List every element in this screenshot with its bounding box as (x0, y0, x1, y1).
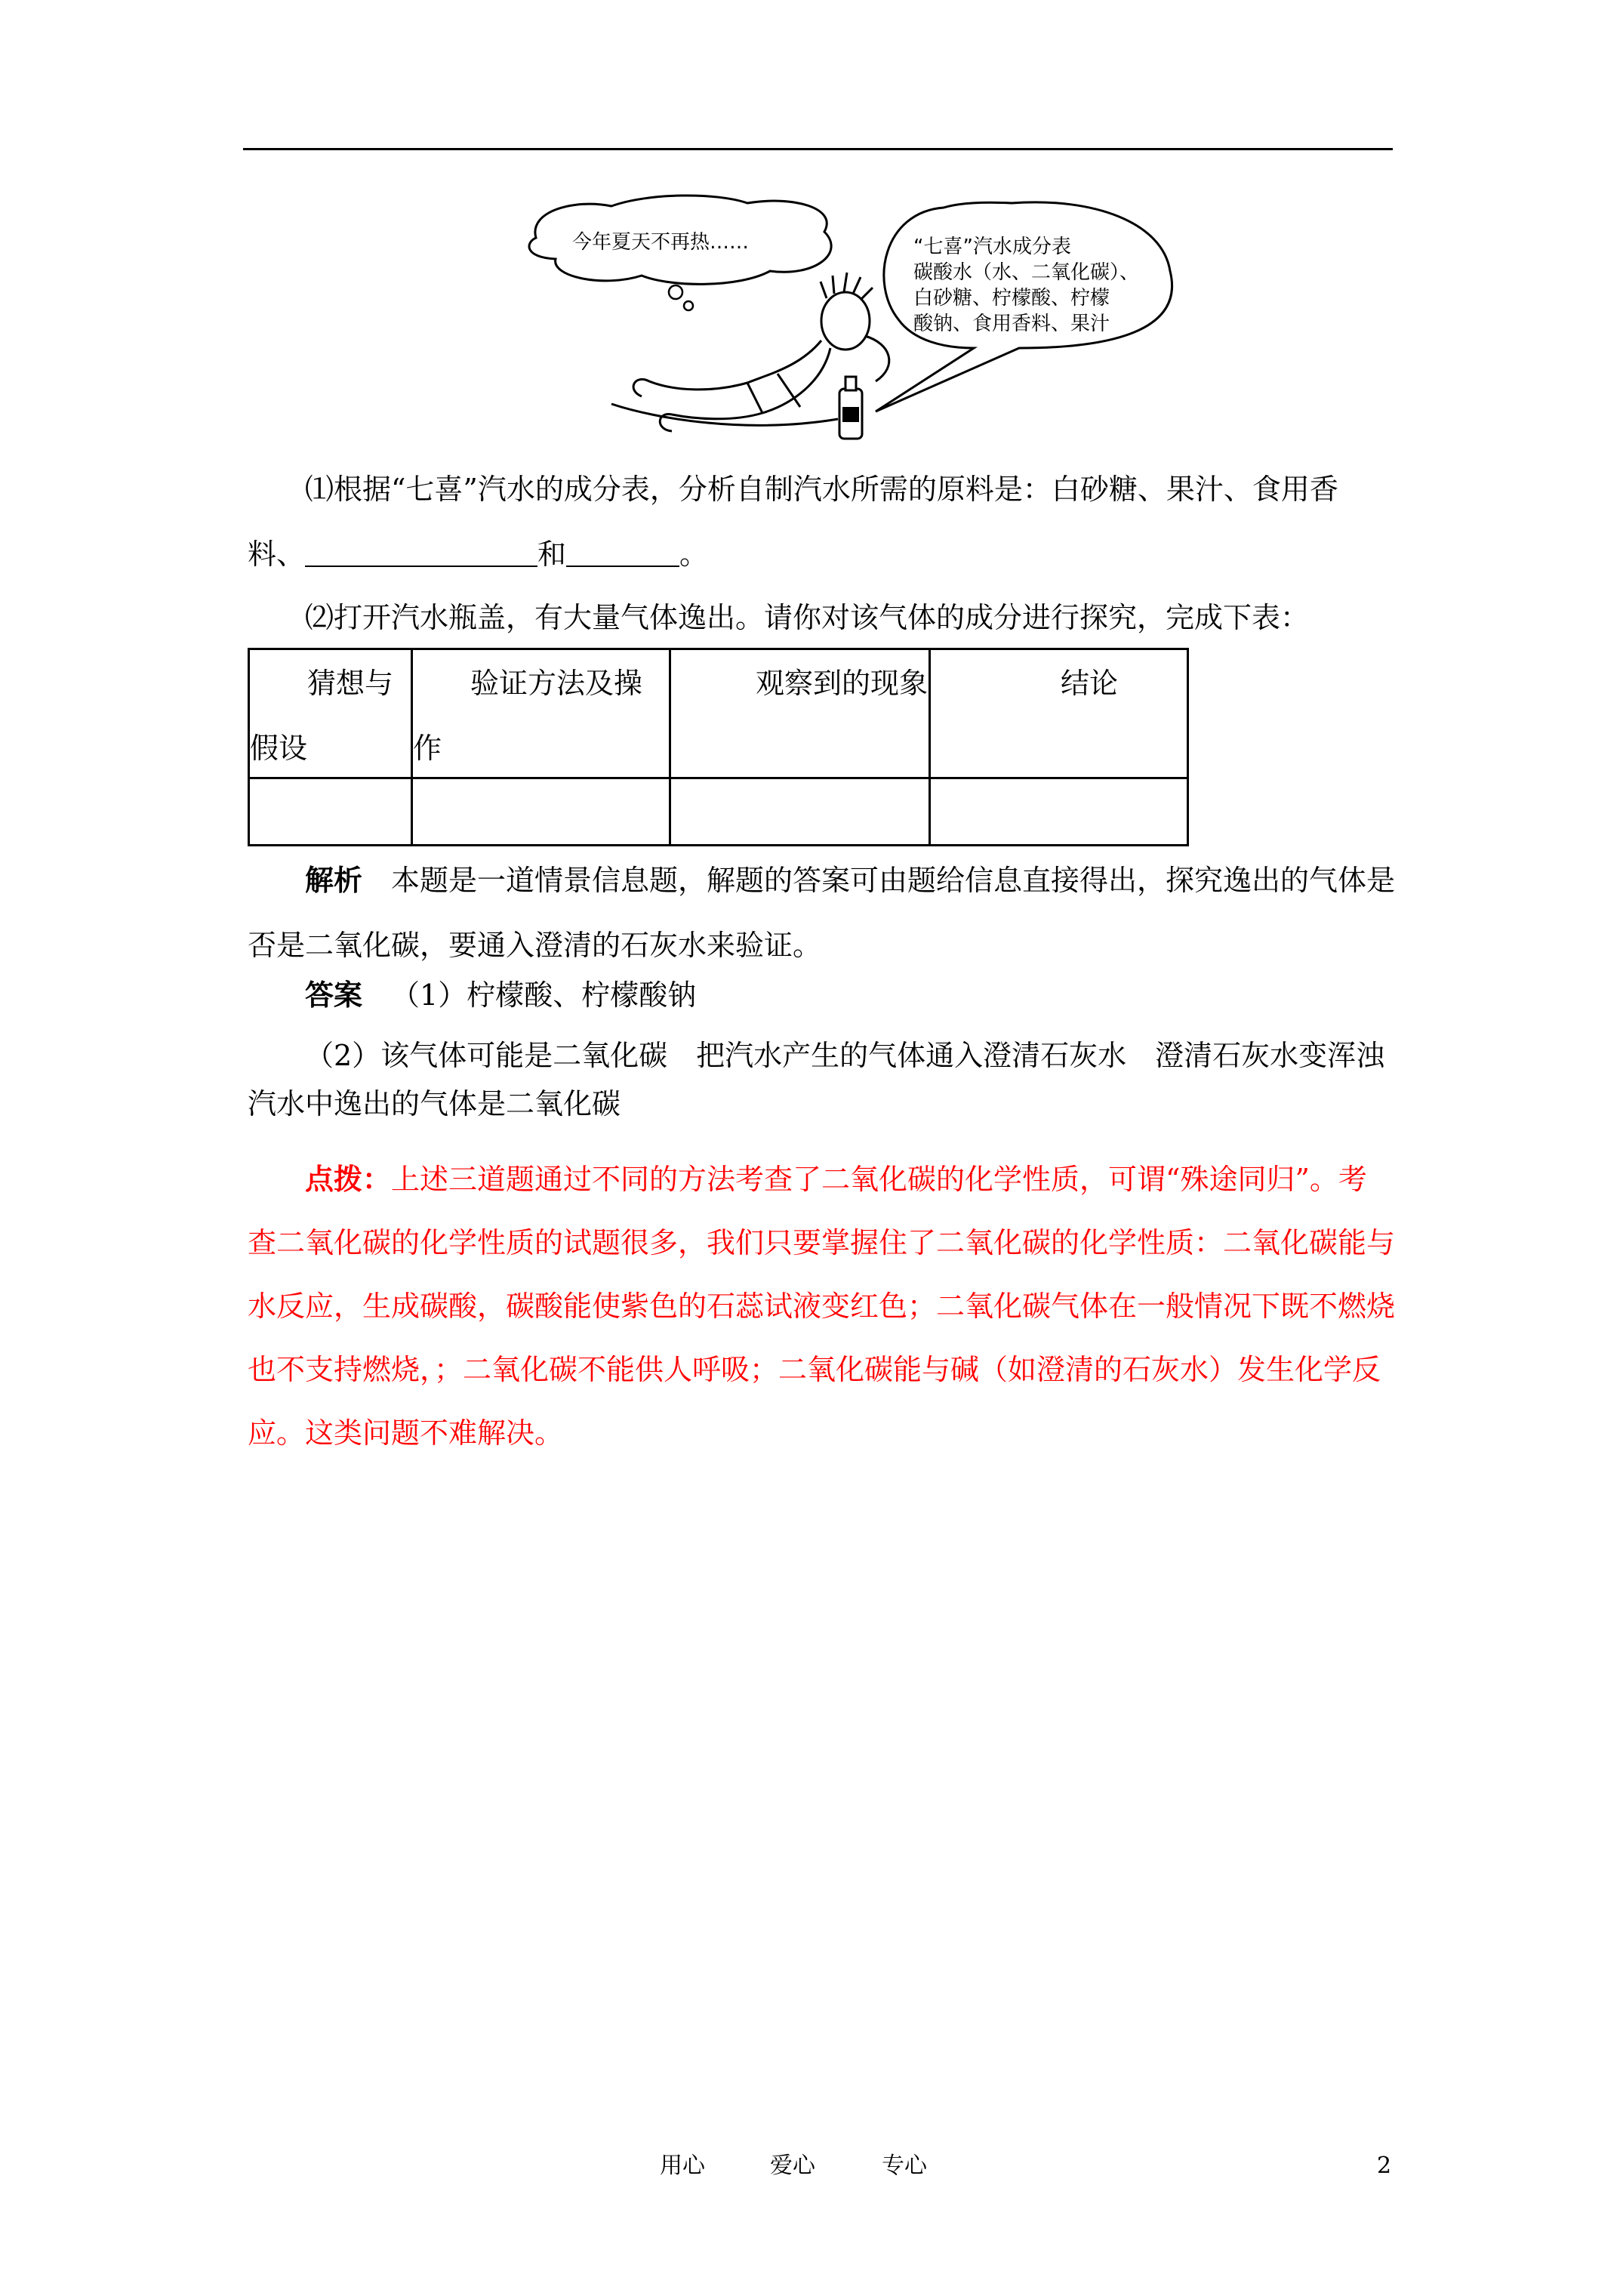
ingredient-line-3: 酸钠、食用香料、果汁 (913, 313, 1110, 335)
tip-label: 点拨： (305, 1162, 392, 1196)
answer-blank-2[interactable] (566, 540, 679, 567)
question-1-line-1: ⑴根据“七喜”汽水的成分表，分析自制汽水所需的原料是：白砂糖、果汁、食用香 (305, 473, 1338, 506)
q1-prefix: 料、 (248, 538, 306, 571)
analysis-line-1 (305, 864, 1395, 897)
answer-line-3: 汽水中逸出的气体是二氧化碳 (248, 1087, 621, 1120)
analysis-text-1: 本题是一道情景信息题，解题的答案可由题给信息直接得出，探究逸出的气体是 (391, 864, 1396, 897)
q1-end: 。 (679, 538, 709, 571)
analysis-line-2: 否是二氧化碳，要通入澄清的石灰水来验证。 (248, 929, 822, 962)
answer-line-2: （2）该气体可能是二氧化碳 把汽水产生的气体通入澄清石灰水 澄清石灰水变浑浊 (305, 1039, 1385, 1072)
question-2: ⑵打开汽水瓶盖，有大量气体逸出。请你对该气体的成分进行探究，完成下表： (305, 601, 1310, 634)
tip-line-3: 水反应，生成碳酸，碳酸能使紫色的石蕊试液变红色；二氧化碳气体在一般情况下既不燃烧 (248, 1290, 1396, 1323)
ingredient-table-title: “七喜”汽水成分表 (913, 236, 1071, 258)
answer-line-1 (305, 978, 696, 1012)
header-hypothesis: 猜想与 假设 (249, 649, 412, 778)
tip-text-1: 上述三道题通过不同的方法考查了二氧化碳的化学性质，可谓“殊途同归”。考 (391, 1163, 1367, 1196)
table-header-row (249, 649, 1188, 778)
tip-line-5: 应。这类问题不难解决。 (248, 1416, 564, 1450)
analysis-label: 解析 (305, 863, 363, 897)
ingredient-line-2: 白砂糖、柠檬酸、柠檬 (913, 287, 1110, 310)
footer-motto-2: 爱心 (770, 2153, 815, 2179)
cartoon-figure (521, 193, 1185, 449)
soda-bottle-drawing (839, 377, 862, 439)
answer-cell-observation[interactable] (670, 778, 930, 846)
answer-cell-conclusion[interactable] (930, 778, 1188, 846)
answer-cell-method[interactable] (412, 778, 670, 846)
answer-blank-1[interactable] (305, 540, 537, 567)
header-method: 验证方法及操 作 (412, 649, 670, 778)
answer-label: 答案 (305, 978, 363, 1012)
footer-motto-3: 专心 (882, 2153, 927, 2179)
table-answer-row (249, 778, 1188, 846)
footer-motto-1: 用心 (660, 2153, 705, 2179)
tip-line-1 (305, 1163, 1367, 1196)
header-conclusion: 结论 (930, 649, 1188, 778)
qixi-soda-illustration (521, 193, 1185, 449)
answer-cell-hypothesis[interactable] (249, 778, 412, 846)
question-1-line-2 (248, 538, 708, 571)
header-rule (243, 148, 1393, 150)
tip-line-2: 查二氧化碳的化学性质的试题很多，我们只要掌握住了二氧化碳的化学性质：二氧化碳能与 (248, 1226, 1396, 1259)
header-observation: 观察到的现象 (670, 649, 930, 778)
inquiry-table (248, 648, 1189, 846)
tip-line-4: 也不支持燃烧，；二氧化碳不能供人呼吸；二氧化碳能与碱（如澄清的石灰水）发生化学反 (248, 1353, 1381, 1386)
q1-and: 和 (537, 538, 567, 571)
ingredient-line-1: 碳酸水（水、二氧化碳）、 (913, 261, 1140, 284)
thought-bubble-text: 今年夏天不再热…… (572, 231, 750, 254)
page-number: 2 (1377, 2153, 1392, 2179)
answer-1: （1）柠檬酸、柠檬酸钠 (391, 978, 697, 1012)
